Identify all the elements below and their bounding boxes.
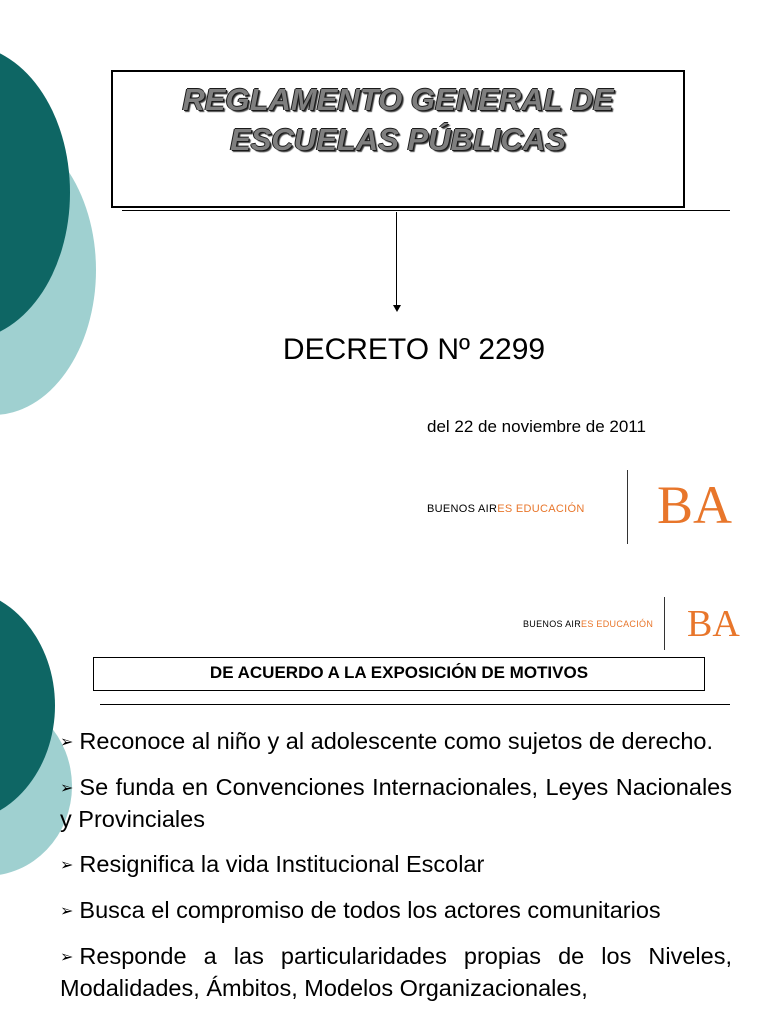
arrow-bullet-icon: ➢ (60, 780, 74, 797)
ba-logo: BA (657, 475, 733, 535)
bullet-text: Resignifica la vida Institucional Escolar (79, 851, 485, 877)
heading-underline (100, 704, 730, 705)
logo-separator (627, 470, 628, 544)
title-line-1: REGLAMENTO GENERAL DE (182, 82, 614, 117)
list-item (60, 726, 732, 758)
list-item (60, 941, 732, 1004)
arrow-bullet-icon: ➢ (60, 857, 74, 874)
arrow-down-icon (393, 305, 401, 312)
logo-separator (664, 597, 665, 650)
arrow-bullet-icon: ➢ (60, 949, 74, 966)
bullet-text: Responde a las particularidades propias de los Niveles, Modalidades, Ámbitos, Modelos Organizacionales, (60, 943, 732, 1001)
slide-2 (0, 576, 768, 1024)
arrow-bullet-icon: ➢ (60, 903, 74, 920)
title-line-2: ESCUELAS PÚBLICAS (230, 122, 566, 157)
title-box (111, 70, 685, 208)
bullet-text: Se funda en Convenciones Internacionales, Leyes Nacionales y Provinciales (60, 774, 732, 832)
bullet-text: Reconoce al niño y al adolescente como sujetos de derecho. (79, 728, 713, 754)
logo-text-dark: BUENOS AIR (427, 503, 498, 515)
section-heading: DE ACUERDO A LA EXPOSICIÓN DE MOTIVOS (93, 657, 705, 691)
decree-number: DECRETO Nº 2299 (282, 333, 546, 366)
title-underline (122, 210, 730, 211)
logo-text (523, 619, 653, 629)
bullet-text: Busca el compromiso de todos los actores comunitarios (79, 897, 661, 923)
logo-text-orange: ES EDUCACIÓN (497, 503, 585, 515)
ba-logo: BA (687, 603, 740, 645)
decree-date: del 22 de noviembre de 2011 (427, 417, 646, 436)
logo-text (427, 503, 585, 515)
bullet-list (60, 726, 732, 1018)
list-item (60, 895, 732, 927)
list-item (60, 772, 732, 835)
logo-text-orange: ES EDUCACIÓN (581, 619, 654, 629)
list-item (60, 849, 732, 881)
logo-text-dark: BUENOS AIR (523, 619, 582, 629)
arrow-bullet-icon: ➢ (60, 734, 74, 751)
connector-line (396, 212, 397, 306)
page-title (113, 72, 683, 160)
